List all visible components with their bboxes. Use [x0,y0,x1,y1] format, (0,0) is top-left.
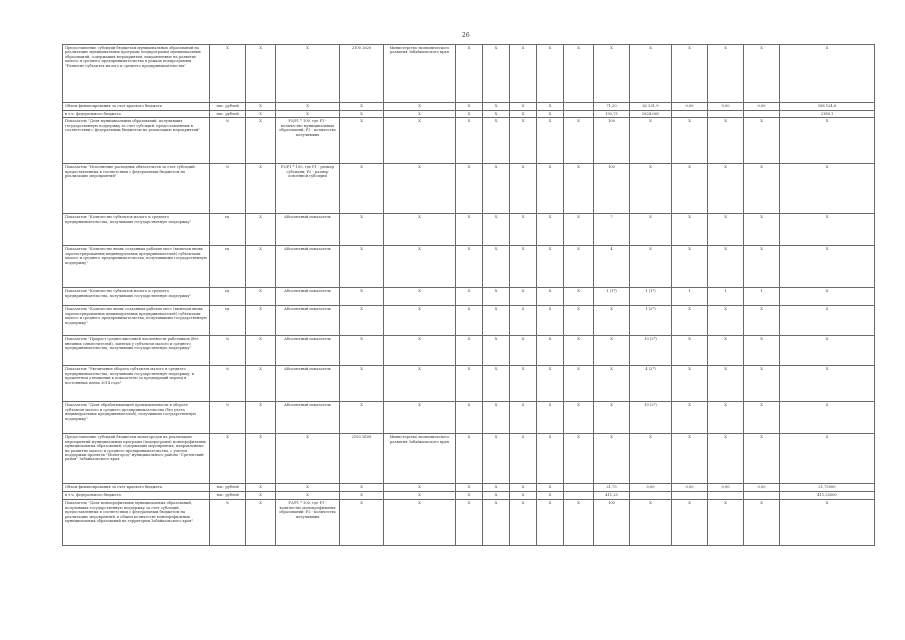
table-cell: 0,00 [708,484,744,492]
table-row [63,45,875,103]
table-cell: Р2/Р1 * 100, где Р1 - количество муниципальных образований; Р2 - количество получивших [276,118,340,164]
table-cell: Х [456,492,483,500]
table-cell: Х [340,118,384,164]
table-cell: Х [483,434,510,484]
table-cell: Х [630,500,672,546]
table-cell [564,111,594,118]
table-cell: Абсолютный показатель [276,402,340,434]
table-cell: Х [384,103,456,111]
table-cell: Х [276,111,340,118]
table-cell: Х [708,336,744,366]
table-row [63,111,875,118]
table-row [63,103,875,111]
table-cell: Х [780,118,875,164]
table-cell [672,492,708,500]
table-cell: ед. [210,288,246,306]
table-cell: Х [780,164,875,214]
table-cell: Х [510,214,537,246]
table-cell: Х [594,402,630,434]
table-cell: Х [384,214,456,246]
table-cell: Показатель "Количество субъектов малого и среднего предпринимательства, получивших государственную поддержку" [63,288,210,306]
table-cell: Х [744,500,780,546]
table-cell: Х [210,45,246,103]
table-cell: Х [780,214,875,246]
table-cell: 71,20 [594,103,630,111]
table-cell: Х [780,336,875,366]
table-cell: Р2/Р1 * 100, где Р1 - количество монопрофильных образований; Р2 - количество получивших [276,500,340,546]
table-cell: Х [780,246,875,288]
table-cell: Х [456,164,483,214]
table-cell: % [210,336,246,366]
table-cell: Х [483,118,510,164]
table-cell: Х [483,402,510,434]
table-cell [744,111,780,118]
table-cell: Х [510,500,537,546]
table-cell: Показатель "Доля обрабатывающей промышленности в обороте субъектов малого и среднего предпринимательства (без учета индивидуальных предпринимателей), получивших государственную поддержку" [63,402,210,434]
table-cell: Х [246,164,276,214]
table-cell: Х [456,306,483,336]
table-cell: Х [744,214,780,246]
table-row [63,366,875,402]
table-cell: Х [537,434,564,484]
table-cell: Х [456,484,483,492]
table-cell: % [210,402,246,434]
table-cell: Х [456,366,483,402]
table-cell: Х [483,246,510,288]
table-row [63,306,875,336]
table-cell: Х [483,288,510,306]
table-cell: Х [708,118,744,164]
table-cell: Х [483,500,510,546]
table-row [63,246,875,288]
table-cell: 100 [594,164,630,214]
table-cell: 411,25000 [780,492,875,500]
table-cell: Х [510,164,537,214]
table-cell: Х [744,118,780,164]
table-cell: Х [276,484,340,492]
table-cell: Х [708,306,744,336]
table-cell: Х [564,434,594,484]
table-cell [744,492,780,500]
table-cell: Х [246,118,276,164]
table-cell: Х [537,500,564,546]
table-cell [564,492,594,500]
table-cell: Х [564,366,594,402]
table-cell: Х [510,103,537,111]
table-cell: Х [276,434,340,484]
table-cell: 1 [672,288,708,306]
table-cell: Х [672,118,708,164]
table-cell: Х [672,246,708,288]
table-cell: Х [744,246,780,288]
table-cell: Х [246,306,276,336]
table-cell: Х [537,103,564,111]
table-cell: Х [384,492,456,500]
table-cell: ед. [210,306,246,336]
page-number: 26 [462,32,470,39]
table-cell: Показатель "Количество вновь созданных рабочих мест (включая вновь зарегистрированных индивидуальных предпринимателей) субъектами малого и среднего предпринимательства, получившими государственную поддержку" [63,306,210,336]
table-cell: Х [483,45,510,103]
table-cell: 1 [708,288,744,306]
table-row [63,434,875,484]
table-cell [630,492,672,500]
table-cell: Х [630,434,672,484]
table-cell: Х [384,336,456,366]
table-cell: 100 [594,118,630,164]
table-cell: Министерство экономического развития Забайкальского края [384,45,456,103]
table-cell: Абсолютный показатель [276,336,340,366]
table-cell: Х [708,246,744,288]
table-cell: Х [780,288,875,306]
table-cell: Х [384,402,456,434]
table-cell: Министерство экономического развития Забайкальского края [384,434,456,484]
table-cell: Х [483,492,510,500]
table-cell: Х [537,306,564,336]
table-cell: Х [537,492,564,500]
table-cell: Х [672,164,708,214]
table-cell: Х [456,500,483,546]
table-cell: Х [246,103,276,111]
table-cell: Х [537,366,564,402]
table-cell [564,484,594,492]
table-cell: Х [210,434,246,484]
table-cell: Объем финансирования за счет краевого бюджета [63,484,210,492]
table-cell: Х [630,118,672,164]
table-cell: 0,00 [744,103,780,111]
table-cell: Х [456,402,483,434]
table-row [63,500,875,546]
table-cell [672,111,708,118]
table-cell: Х [340,288,384,306]
table-cell: Х [672,402,708,434]
table-cell: Х [510,288,537,306]
table-cell: Х [708,366,744,402]
table-cell: Х [564,402,594,434]
table-row [63,402,875,434]
program-table [62,44,875,546]
table-cell: 1 (2*) [630,306,672,336]
table-cell: 188 124,8 [780,103,875,111]
table-cell: Х [564,246,594,288]
table-cell: Х [537,402,564,434]
table-cell: Х [340,484,384,492]
table-cell: Х [384,118,456,164]
table-cell: Х [340,111,384,118]
table-cell [708,111,744,118]
table-cell: в т.ч. федерального бюджета [63,492,210,500]
table-cell: Х [340,500,384,546]
table-cell: Х [564,336,594,366]
table-cell: 4 [594,246,630,288]
table-cell: Х [630,45,672,103]
table-cell: Х [537,118,564,164]
table-cell: Абсолютный показатель [276,306,340,336]
table-cell: 0,00 [708,103,744,111]
table-cell: Х [340,336,384,366]
table-cell: Х [564,45,594,103]
table-cell: Х [384,366,456,402]
table-cell: Х [594,306,630,336]
table-cell: Х [708,45,744,103]
table-cell: ед. [210,214,246,246]
table-cell: Х [537,288,564,306]
table-cell: Абсолютный показатель [276,366,340,402]
table-cell: Х [672,306,708,336]
table-cell: 193,75 [594,111,630,118]
table-cell: Х [744,366,780,402]
table-cell: Х [510,434,537,484]
table-cell: Х [384,288,456,306]
table-cell: Х [564,500,594,546]
table-cell: Х [564,118,594,164]
table-cell: Х [780,366,875,402]
table-cell: тыс. рублей [210,484,246,492]
table-cell: Х [630,246,672,288]
table-cell: 2100 2620 [340,45,384,103]
table-cell: Показатель "Количество субъектов малого и среднего предпринимательства, получивших государственную поддержку" [63,214,210,246]
table-cell: % [210,366,246,402]
table-cell: Х [510,306,537,336]
table-cell: Х [483,164,510,214]
table-cell: Х [276,103,340,111]
table-cell: Абсолютный показатель [276,214,340,246]
table-cell: 2100 2Б08 [340,434,384,484]
table-cell: 0,00 [672,103,708,111]
table-cell: 82 531,9 [630,103,672,111]
table-cell: Х [456,103,483,111]
table-cell: Х [744,434,780,484]
table-cell: Х [340,402,384,434]
table-cell: 100 [594,500,630,546]
table-cell: Х [594,434,630,484]
table-cell: Показатель "Исполнение расходных обязательств за счет субсидий, предоставленных в соответствии с федеральным бюджетом на реализацию мероприятий" [63,164,210,214]
table-cell: Х [537,111,564,118]
table-cell: Х [456,118,483,164]
table-cell: Х [456,434,483,484]
table-cell: Х [672,336,708,366]
table-cell: Х [780,45,875,103]
table-cell: Х [246,366,276,402]
table-cell: Х [246,402,276,434]
table-cell: Х [276,492,340,500]
table-cell: Абсолютный показатель [276,246,340,288]
table-cell: Х [510,45,537,103]
table-cell: Х [384,164,456,214]
table-cell: % [210,500,246,546]
table-cell: 2188,1 [780,111,875,118]
table-cell: Абсолютный показатель [276,288,340,306]
table-cell: Х [708,500,744,546]
table-cell: Х [780,402,875,434]
table-cell: Х [384,246,456,288]
table-cell: Х [246,288,276,306]
table-cell: Предоставление субсидий бюджетам моногородов на реализацию мероприятий муниципальных программ (подпрограмм) монопрофильных муниципальных образований, содержащих мероприятия, направленные на развитие малого и среднего предпринимательства, с учетом поддержки проектов "Моногород" муниципального района "Сретенский район" Забайкальского края [63,434,210,484]
table-cell: Х [483,111,510,118]
table-cell: 21,75 [594,484,630,492]
table-cell: 10 (2*) [630,402,672,434]
table-cell: Х [340,214,384,246]
table-cell: Х [340,492,384,500]
table-row [63,484,875,492]
table-cell: Х [510,111,537,118]
table-cell: Х [456,246,483,288]
table-cell: Показатель "Доля монопрофильных муниципальных образований, получивших государственную поддержку за счет субсидий, предоставленных в соответствии с федеральным бюджетом на реализацию мероприятий, в общем количестве монопрофильных муниципальных образований на территории Забайкальского края" [63,500,210,546]
table-cell: Х [246,484,276,492]
table-cell: Х [537,214,564,246]
table-cell: 1 [744,288,780,306]
table-cell: 4 (2*) [630,366,672,402]
table-cell: Х [708,214,744,246]
table-cell: Х [537,164,564,214]
table-cell: Х [708,434,744,484]
table-cell: Показатель "Увеличение оборота субъектов малого и среднего предпринимательства, получивших государственную поддержку, в процентном отношении к показателю за предыдущий период в постоянных ценах 2014 года" [63,366,210,402]
table-cell: Х [672,434,708,484]
table-cell: 0,00 [630,484,672,492]
table-cell: Х [340,366,384,402]
table-cell: Х [744,402,780,434]
table-row [63,214,875,246]
table-cell: Х [246,492,276,500]
table-cell: Х [483,103,510,111]
table-cell: Р2/Р1 * 100, где Р1 - размер субсидии; Р2 - размер освоенной субсидии [276,164,340,214]
table-cell: Х [780,434,875,484]
table-cell: Х [384,111,456,118]
table-cell: Х [246,434,276,484]
table-cell: Показатель "Доля муниципальных образований, получивших государственную поддержку за счет субсидий, предоставленных в соответствии с федеральным бюджетом на реализацию мероприятий" [63,118,210,164]
table-cell: Х [384,484,456,492]
table-cell: Х [246,111,276,118]
table-row [63,336,875,366]
table-cell: 411,25 [594,492,630,500]
table-cell: Х [456,111,483,118]
table-cell: Х [672,214,708,246]
table-cell: Х [456,214,483,246]
table-cell: 21,75000 [780,484,875,492]
table-cell: Х [537,484,564,492]
table-cell: Х [246,336,276,366]
table-cell: Х [708,402,744,434]
table-cell: тыс. рублей [210,111,246,118]
table-cell: Х [537,246,564,288]
table-cell: Х [564,214,594,246]
table-cell: Х [276,45,340,103]
table-row [63,492,875,500]
table-cell: Объем финансирования за счет краевого бюджета [63,103,210,111]
table-cell: Х [672,500,708,546]
table-cell: 1624,065 [630,111,672,118]
table-cell: Х [537,45,564,103]
table-cell: Х [340,306,384,336]
table-cell: Х [456,336,483,366]
table-cell: Х [483,366,510,402]
table-cell [708,492,744,500]
table-cell: в т.ч. федерального бюджета [63,111,210,118]
table-cell: Х [744,336,780,366]
table-cell: 7 [594,214,630,246]
table-cell: 0,00 [744,484,780,492]
table-cell: ед. [210,246,246,288]
table-cell: Х [340,103,384,111]
table-cell: 10 (2*) [630,336,672,366]
table-cell: Х [537,336,564,366]
table-cell: Х [564,164,594,214]
table-cell: Х [510,118,537,164]
table-cell: Предоставление субсидий бюджетам муниципальных образований на реализацию муниципальных программ (подпрограмм) муниципальных образований, содержащих мероприятия, направленные на развитие малого и среднего предпринимательства в рамках подпрограммы "Развитие субъектов малого и среднего предпринимательства" [63,45,210,103]
table-cell: % [210,164,246,214]
table-cell: % [210,118,246,164]
table-cell: Х [456,288,483,306]
table-cell: Х [456,45,483,103]
table-cell: Х [510,366,537,402]
table-cell: Х [483,484,510,492]
table-cell: Х [594,366,630,402]
table-cell: Х [246,500,276,546]
table-row [63,118,875,164]
table-cell: Х [672,366,708,402]
table-cell: Х [510,402,537,434]
table-cell: Х [744,164,780,214]
table-cell: Х [510,492,537,500]
table-cell: Х [246,246,276,288]
table-cell: 1 (1*) [594,288,630,306]
table-cell: Х [483,336,510,366]
table-row [63,288,875,306]
table-cell: 1 (1*) [630,288,672,306]
table-cell: тыс. рублей [210,492,246,500]
table-cell: Х [564,288,594,306]
table-cell: Х [630,164,672,214]
table-row [63,164,875,214]
table-cell: Х [246,45,276,103]
table-cell: Х [483,214,510,246]
table-cell: Х [708,164,744,214]
table-cell: Х [564,306,594,336]
table-cell: Х [340,164,384,214]
table-cell: 0,00 [672,484,708,492]
table-cell: Х [744,45,780,103]
table-cell: Показатель "Количество вновь созданных рабочих мест (включая вновь зарегистрированных индивидуальных предпринимателей) субъектами малого и среднего предпринимательства, получившими государственную поддержку" [63,246,210,288]
table-cell: Х [744,306,780,336]
table-cell: Х [340,246,384,288]
table-cell: Х [594,45,630,103]
table-cell: Показатель "Прирост среднесписочной численности работников (без внешних совместителей), занятых у субъектов малого и среднего предпринимательства, получивших государственную поддержку" [63,336,210,366]
table-cell: Х [510,484,537,492]
table-cell: Х [246,214,276,246]
table-cell: Х [384,306,456,336]
table-cell: Х [780,500,875,546]
table-cell: Х [483,306,510,336]
table-cell: тыс. рублей [210,103,246,111]
table-cell: Х [510,336,537,366]
table-cell: Х [384,500,456,546]
table-cell: Х [630,214,672,246]
table-cell: Х [510,246,537,288]
table-cell [564,103,594,111]
table-cell: Х [672,45,708,103]
table-cell: Х [780,306,875,336]
table-cell: Х [594,336,630,366]
